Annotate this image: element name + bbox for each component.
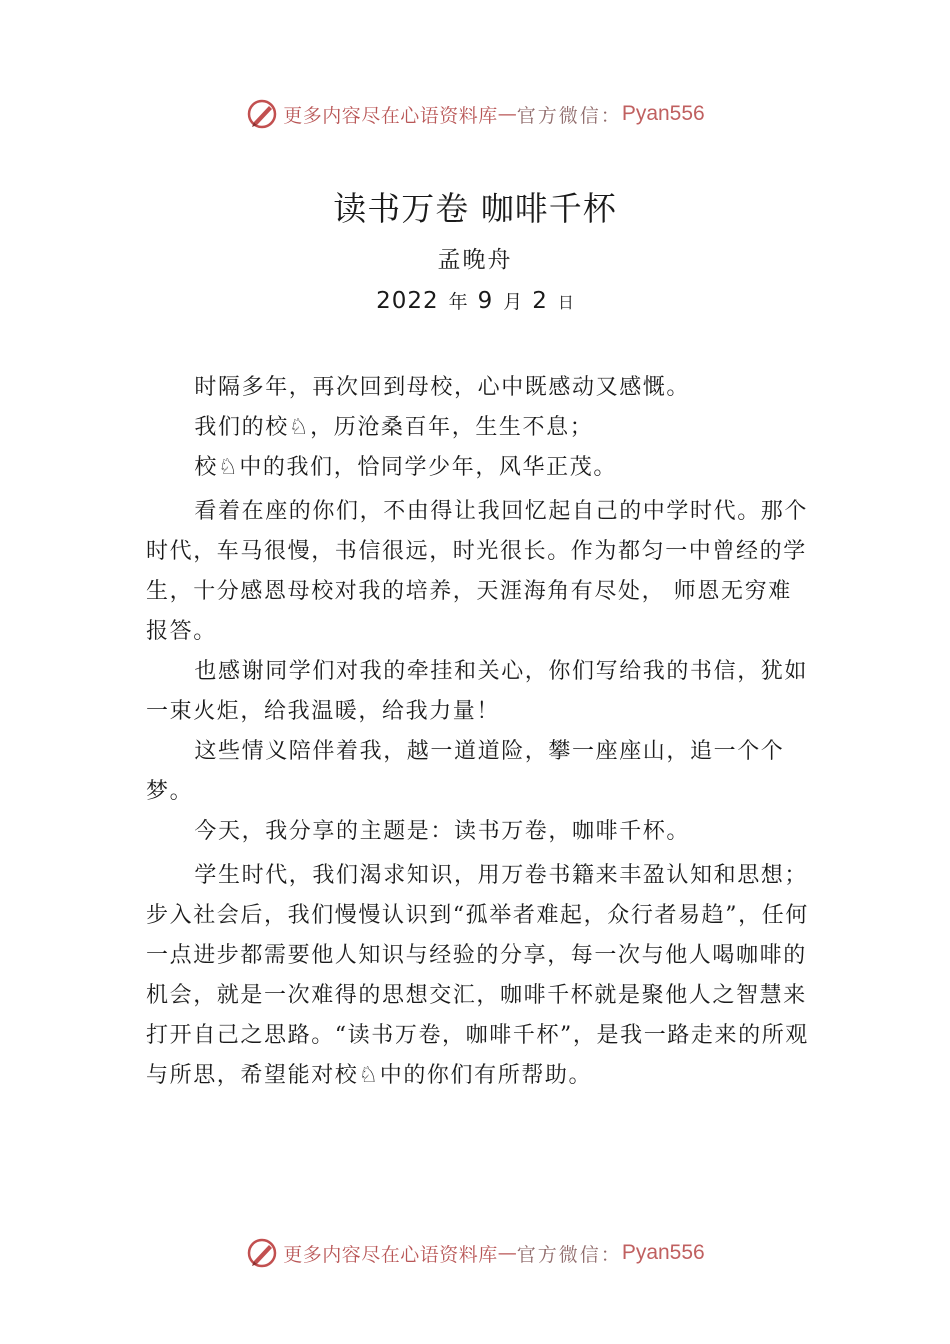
pen-logo-icon [245, 97, 279, 131]
footer-banner [0, 1233, 950, 1273]
banner-text: 更多内容尽在心语资料库 [283, 1243, 498, 1266]
banner-separator: — [497, 1242, 517, 1264]
date-day-unit: 日 [557, 293, 574, 312]
document-title: 读书万卷 咖啡千杯 [333, 189, 617, 228]
paragraph: 今天，我分享的主题是：读书万卷，咖啡千杯。 [194, 819, 690, 844]
banner-wechat-id: Pyan556 [621, 1241, 705, 1264]
paragraph: 我们的校♘，历沧桑百年，生生不息； [194, 415, 594, 440]
paragraph: 看着在座的你们，不由得让我回忆起自己的中学时代。那个时代，车马很慢，书信很远，时光很长。作为都匀一中曾经的学生，十分感恩母校对我的培养，天涯海角有尽处， 师恩无穷难报答。 [146, 499, 808, 644]
banner-wechat-id: Pyan556 [621, 102, 705, 125]
header-banner [0, 94, 950, 134]
banner-separator: — [497, 103, 517, 125]
document-author: 孟晚舟 [437, 247, 513, 273]
banner-wechat-label: 官方微信： [516, 104, 622, 127]
pen-logo-icon [245, 1236, 279, 1270]
document-date [0, 287, 950, 314]
date-month: 9 [477, 288, 494, 314]
banner-text: 更多内容尽在心语资料库 [283, 104, 498, 127]
paragraph: 这些情义陪伴着我，越一道道险，攀一座座山，追一个个梦。 [146, 739, 785, 804]
date-day: 2 [532, 288, 548, 314]
paragraph: 也感谢同学们对我的牵挂和关心，你们写给我的书信，犹如一束火炬，给我温暖，给我力量！ [146, 659, 808, 724]
paragraph: 时隔多年，再次回到母校，心中既感动又感慨。 [194, 375, 690, 400]
paragraph: 学生时代，我们渴求知识，用万卷书籍来丰盈认知和思想；步入社会后，我们慢慢认识到“孤举者难起，众行者易趋”，任何一点进步都需要他人知识与经验的分享，每一次与他人喝咖啡的机会，就是一次难得的思想交汇，咖啡千杯就是聚他人之智慧来打开自己之思路。“读书万卷，咖啡千杯”，是我一路走来的所观与所思，希望能对校♘中的你们有所帮助。 [146, 863, 809, 1088]
document-body [146, 368, 814, 1096]
date-month-unit: 月 [503, 291, 523, 313]
paragraph: 校♘中的我们，恰同学少年，风华正茂。 [194, 455, 617, 480]
date-year-unit: 年 [448, 291, 468, 313]
banner-wechat-label: 官方微信： [516, 1243, 622, 1266]
date-year: 2022 [376, 288, 439, 314]
